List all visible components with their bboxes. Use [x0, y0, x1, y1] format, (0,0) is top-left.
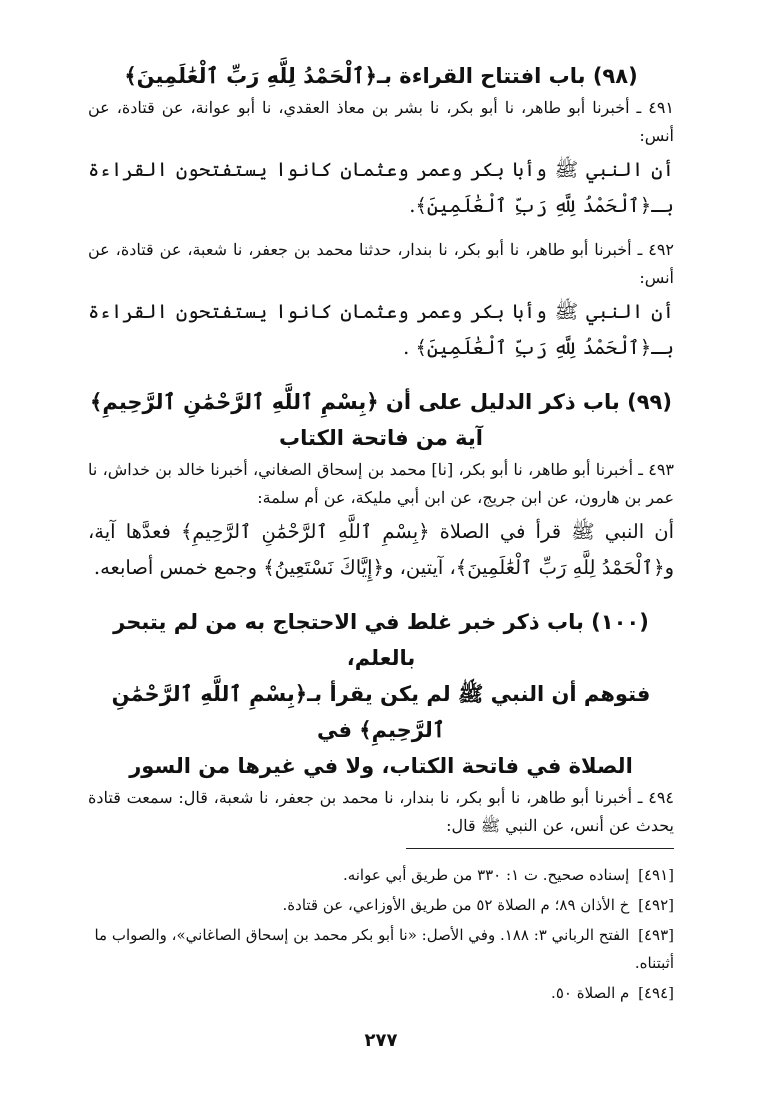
footnote-divider: [406, 848, 674, 849]
hadith-494: [88, 784, 674, 840]
hadith-matn: أن النبي ﷺ قرأ في الصلاة ﴿بِسْمِ ٱللَّهِ ٱلرَّحْمَٰنِ ٱلرَّحِيمِ﴾ فعدَّها آية، و﴿ٱلْحَمْدُ لِلَّهِ رَبِّ ٱلْعَٰلَمِينَ﴾، آيتين، و﴿إِيَّاكَ نَسْتَعِينُ﴾ وجمع خمس أصابعه.: [88, 520, 674, 579]
footnote-text: إسناده صحيح. ت ١: ٣٣٠ من طريق أبي عوانه.: [342, 866, 630, 884]
footnote: [88, 861, 674, 889]
hadith-isnad: ٤٩٤ ـ أخبرنا أبو طاهر، نا أبو بكر، نا بندار، نا محمد بن جعفر، نا شعبة، قال: سمعت قتادة يحدث عن أنس، عن النبي ﷺ قال:: [88, 788, 674, 835]
hadith-isnad: ٤٩١ ـ أخبرنا أبو طاهر، نا أبو بكر، نا بشر بن معاذ العقدي، نا أبو عوانة، عن قتادة، عن أنس:: [88, 98, 674, 145]
chapter-98: [88, 58, 674, 366]
chapter-heading-line: (٩٩) باب ذكر الدليل على أن ﴿بِسْمِ ٱللَّهِ ٱلرَّحْمَٰنِ ٱلرَّحِيمِ﴾: [90, 390, 672, 414]
hadith-492: [88, 236, 674, 366]
hadith-isnad: ٤٩٣ ـ أخبرنا أبو طاهر، نا أبو بكر، [نا] محمد بن إسحاق الصغاني، أخبرنا خالد بن خداش، نا عمر بن هارون، عن ابن جريج، عن ابن أبي مليكة، عن أم سلمة:: [88, 460, 674, 507]
page-body: [88, 58, 674, 854]
footnote: [88, 921, 674, 977]
hadith-isnad: ٤٩٢ ـ أخبرنا أبو طاهر، نا أبو بكر، نا بندار، حدثنا محمد بن جعفر، نا شعبة، عن قتادة، عن أنس:: [88, 240, 674, 287]
chapter-heading-line: فتوهم أن النبي ﷺ لم يكن يقرأ بـ﴿بِسْمِ ٱللَّهِ ٱلرَّحْمَٰنِ ٱلرَّحِيمِ﴾ في: [111, 682, 651, 742]
footnote-label: [٤٩٢]: [638, 896, 674, 914]
hadith-493: [88, 456, 674, 586]
footnote-label: [٤٩١]: [638, 866, 674, 884]
chapter-99: [88, 384, 674, 586]
chapter-heading: [88, 604, 674, 784]
hadith-matn: أن النبي ﷺ وأبا بكر وعمر وعثمان كانوا يستفتحون القراءة بـ﴿ٱلْحَمْدُ لِلَّهِ رَبِّ ٱلْعَٰلَمِينَ﴾.: [88, 158, 674, 217]
footnote: [88, 891, 674, 919]
chapter-heading: [88, 384, 674, 456]
chapter-heading: [88, 58, 674, 94]
footnotes: [88, 848, 674, 1009]
chapter-heading-line: الصلاة في فاتحة الكتاب، ولا في غيرها من السور: [129, 754, 633, 778]
footnote-text: م الصلاة ٥٠.: [551, 984, 630, 1002]
hadith-matn: أن النبي ﷺ وأبا بكر وعمر وعثمان كانوا يستفتحون القراءة بـ﴿ٱلْحَمْدُ لِلَّهِ رَبِّ ٱلْعَٰلَمِينَ﴾ .: [88, 300, 674, 359]
chapter-100: [88, 604, 674, 840]
page-number: ٢٧٧: [364, 1030, 398, 1051]
footnote-label: [٤٩٤]: [638, 984, 674, 1002]
chapter-heading-line: (١٠٠) باب ذكر خبر غلط في الاحتجاج به من لم يتبحر بالعلم،: [113, 610, 649, 670]
hadith-491: [88, 94, 674, 224]
footnote: [88, 979, 674, 1007]
footnote-text: الفتح الرباني ٣: ١٨٨. وفي الأصل: «نا أبو بكر محمد بن إسحاق الصاغاني»، والصواب ما أثبتناه.: [94, 926, 674, 972]
chapter-heading-line: آية من فاتحة الكتاب: [279, 426, 483, 450]
footnote-text: خ الأذان ٨٩؛ م الصلاة ٥٢ من طريق الأوزاعي، عن قتادة.: [282, 896, 630, 914]
chapter-heading-line: (٩٨) باب افتتاح القراءة بـ﴿ٱلْحَمْدُ لِلَّهِ رَبِّ ٱلْعَٰلَمِينَ﴾: [124, 64, 638, 88]
footnote-label: [٤٩٣]: [638, 926, 674, 944]
